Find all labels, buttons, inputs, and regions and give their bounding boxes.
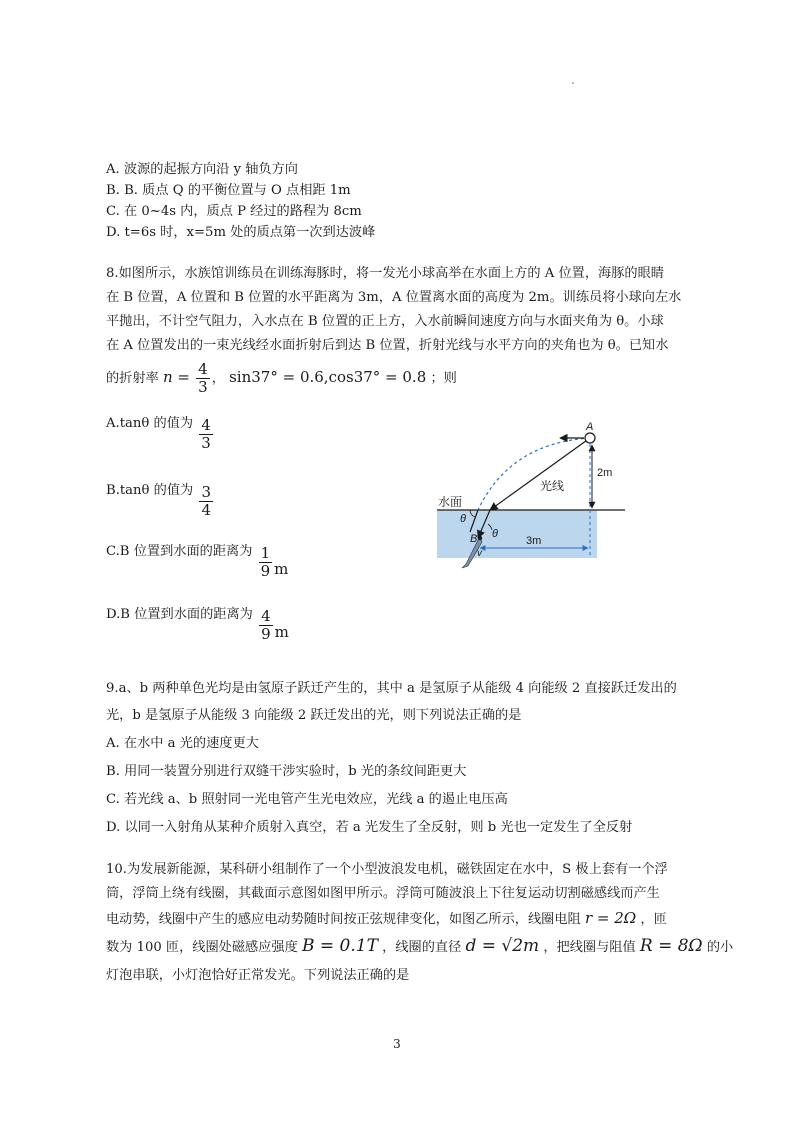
q8-option-b-fraction bbox=[199, 484, 213, 519]
q10-line3-post: ，匝 bbox=[640, 912, 667, 927]
q8-option-c-den: 9 bbox=[260, 562, 271, 580]
page-number: 3 bbox=[393, 1037, 401, 1051]
q8-option-c-label: C.B 位置到水面的距离为 bbox=[106, 544, 253, 559]
q8-stem-line4: 在 A 位置发出的一束光线经水面折射后到达 B 位置，折射光线与水平方向的夹角也为 θ。已知水 bbox=[106, 338, 669, 353]
q8-option-a-den: 3 bbox=[201, 434, 211, 452]
q10-resistance-eq: R = 8Ω bbox=[639, 936, 703, 956]
q10-stem-line1: 10.为发展新能源，某科研小组制作了一个小型波浪发电机，磁铁固定在水中，S 极上套有一个浮 bbox=[106, 862, 668, 877]
label-a: A bbox=[586, 421, 594, 433]
q8-stem-line5: 的折射率 n = $\frac{4}{3}$ ， sin37° = 0.6,cos37° = 0.8 ；则 bbox=[106, 360, 457, 396]
q10-stem-line3 bbox=[106, 909, 667, 929]
label-3m: 3m bbox=[526, 535, 542, 547]
q8-option-d-unit: m bbox=[274, 623, 289, 641]
q9-option-d: D. 以同一入射角从某种介质射入真空，若 a 光发生了全反射，则 b 光也一定发生了全反射 bbox=[106, 820, 633, 835]
q8-option-d-label: D.B 位置到水面的距离为 bbox=[106, 607, 253, 622]
ball-at-a bbox=[585, 433, 595, 443]
q8-n-eq: n = bbox=[162, 368, 190, 386]
q8-n-den: 3 bbox=[198, 378, 208, 396]
label-v: v bbox=[477, 548, 482, 559]
q8-option-b-label: B.tanθ 的值为 bbox=[106, 483, 194, 498]
q8-option-b-num: 3 bbox=[201, 483, 211, 501]
scan-speck bbox=[572, 82, 574, 84]
q8-option-c-num: 1 bbox=[260, 544, 271, 562]
label-2m: 2m bbox=[597, 467, 613, 479]
q8-option-a-num: 4 bbox=[201, 416, 211, 434]
q8-n-fraction bbox=[196, 361, 210, 396]
q8-option-a bbox=[106, 415, 215, 452]
q8-option-d-num: 4 bbox=[261, 607, 271, 625]
label-water-surface: 水面 bbox=[438, 495, 463, 509]
q10-line4-mid: ，线圈的直径 bbox=[382, 940, 462, 955]
q8-trig: sin37° = 0.6,cos37° = 0.8 bbox=[229, 368, 427, 386]
q8-figure bbox=[430, 418, 640, 578]
ball-trajectory bbox=[478, 438, 590, 510]
q10-stem-line4 bbox=[106, 937, 733, 957]
q8-option-a-label: A.tanθ 的值为 bbox=[106, 416, 194, 431]
q9-option-b: B. 用同一装置分别进行双缝干涉实验时，b 光的条纹间距更大 bbox=[106, 764, 467, 779]
q7-option-b: B. B. 质点 Q 的平衡位置与 O 点相距 1m bbox=[106, 183, 351, 198]
q8-option-b-den: 4 bbox=[201, 501, 211, 519]
q8-option-c-unit: m bbox=[274, 560, 289, 578]
q9-stem-line2: 光，b 是氢原子从能级 3 向能级 2 跃迁发出的光，则下列说法正确的是 bbox=[106, 708, 522, 723]
dolphin-eye-b bbox=[478, 536, 482, 540]
q9-stem-line1: 9.a、b 两种单色光均是由氢原子跃迁产生的，其中 a 是氢原子从能级 4 向能级 2 直接跃迁发出的 bbox=[106, 681, 677, 696]
q8-n-num: 4 bbox=[198, 360, 208, 378]
q8-stem-line1: 8.如图所示，水族馆训练员在训练海豚时，将一发光小球高举在水面上方的 A 位置，海豚的眼睛 bbox=[106, 266, 664, 281]
q8-option-b bbox=[106, 482, 215, 519]
q10-r-eq: r = 2Ω bbox=[584, 909, 637, 927]
q8-tail: ；则 bbox=[430, 371, 457, 386]
label-theta-1: θ bbox=[460, 513, 466, 525]
q7-option-d: D. t=6s 时，x=5m 处的质点第一次到达波峰 bbox=[106, 225, 376, 240]
q9-option-a: A. 在水中 a 光的速度更大 bbox=[106, 736, 259, 751]
label-light: 光线 bbox=[540, 479, 565, 493]
label-b: B bbox=[470, 533, 478, 545]
q10-b-eq: B = 0.1T bbox=[302, 936, 378, 956]
q10-stem-line2: 筒，浮筒上绕有线圈，其截面示意图如图甲所示。浮筒可随波浪上下往复运动切割磁感线而产生 bbox=[106, 886, 660, 901]
q10-line4-mid2: ，把线圈与阻值 bbox=[543, 940, 636, 955]
q8-option-d-den: 9 bbox=[261, 625, 271, 643]
q10-stem-line5: 灯泡串联，小灯泡恰好正常发光。下列说法正确的是 bbox=[106, 968, 410, 983]
q8-option-d bbox=[106, 606, 289, 643]
q8-option-a-fraction bbox=[199, 417, 213, 452]
q8-option-d-fraction bbox=[259, 608, 273, 643]
q7-option-a: A. 波源的起振方向沿 y 轴负方向 bbox=[106, 162, 298, 177]
q8-stem-line3: 平抛出，不计空气阻力，入水点在 B 位置的正上方，入水前瞬间速度方向与水面夹角为 θ。小球 bbox=[106, 314, 664, 329]
q10-d-eq: d = √2m bbox=[465, 936, 540, 956]
q9-option-c: C. 若光线 a、b 照射同一光电管产生光电效应，光线 a 的遏止电压高 bbox=[106, 792, 508, 807]
q8-stem-line2: 在 B 位置，A 位置和 B 位置的水平距离为 3m，A 位置离水面的高度为 2m。训练员将小球向左水 bbox=[106, 290, 682, 305]
q10-line3-pre: 电动势，线圈中产生的感应电动势随时间按正弦规律变化，如图乙所示，线圈电阻 bbox=[106, 912, 581, 927]
q7-option-c: C. 在 0~4s 内，质点 P 经过的路程为 8cm bbox=[106, 204, 362, 219]
q10-line4-post: 的小 bbox=[706, 940, 734, 955]
light-ray-incident bbox=[490, 438, 590, 510]
q10-line4-pre: 数为 100 匝，线圈处磁感应强度 bbox=[106, 940, 298, 955]
q8-option-c-fraction bbox=[259, 545, 273, 580]
q8-option-c bbox=[106, 543, 288, 580]
label-theta-2: θ bbox=[492, 528, 498, 540]
q8-line5-prefix: 的折射率 bbox=[106, 371, 159, 386]
